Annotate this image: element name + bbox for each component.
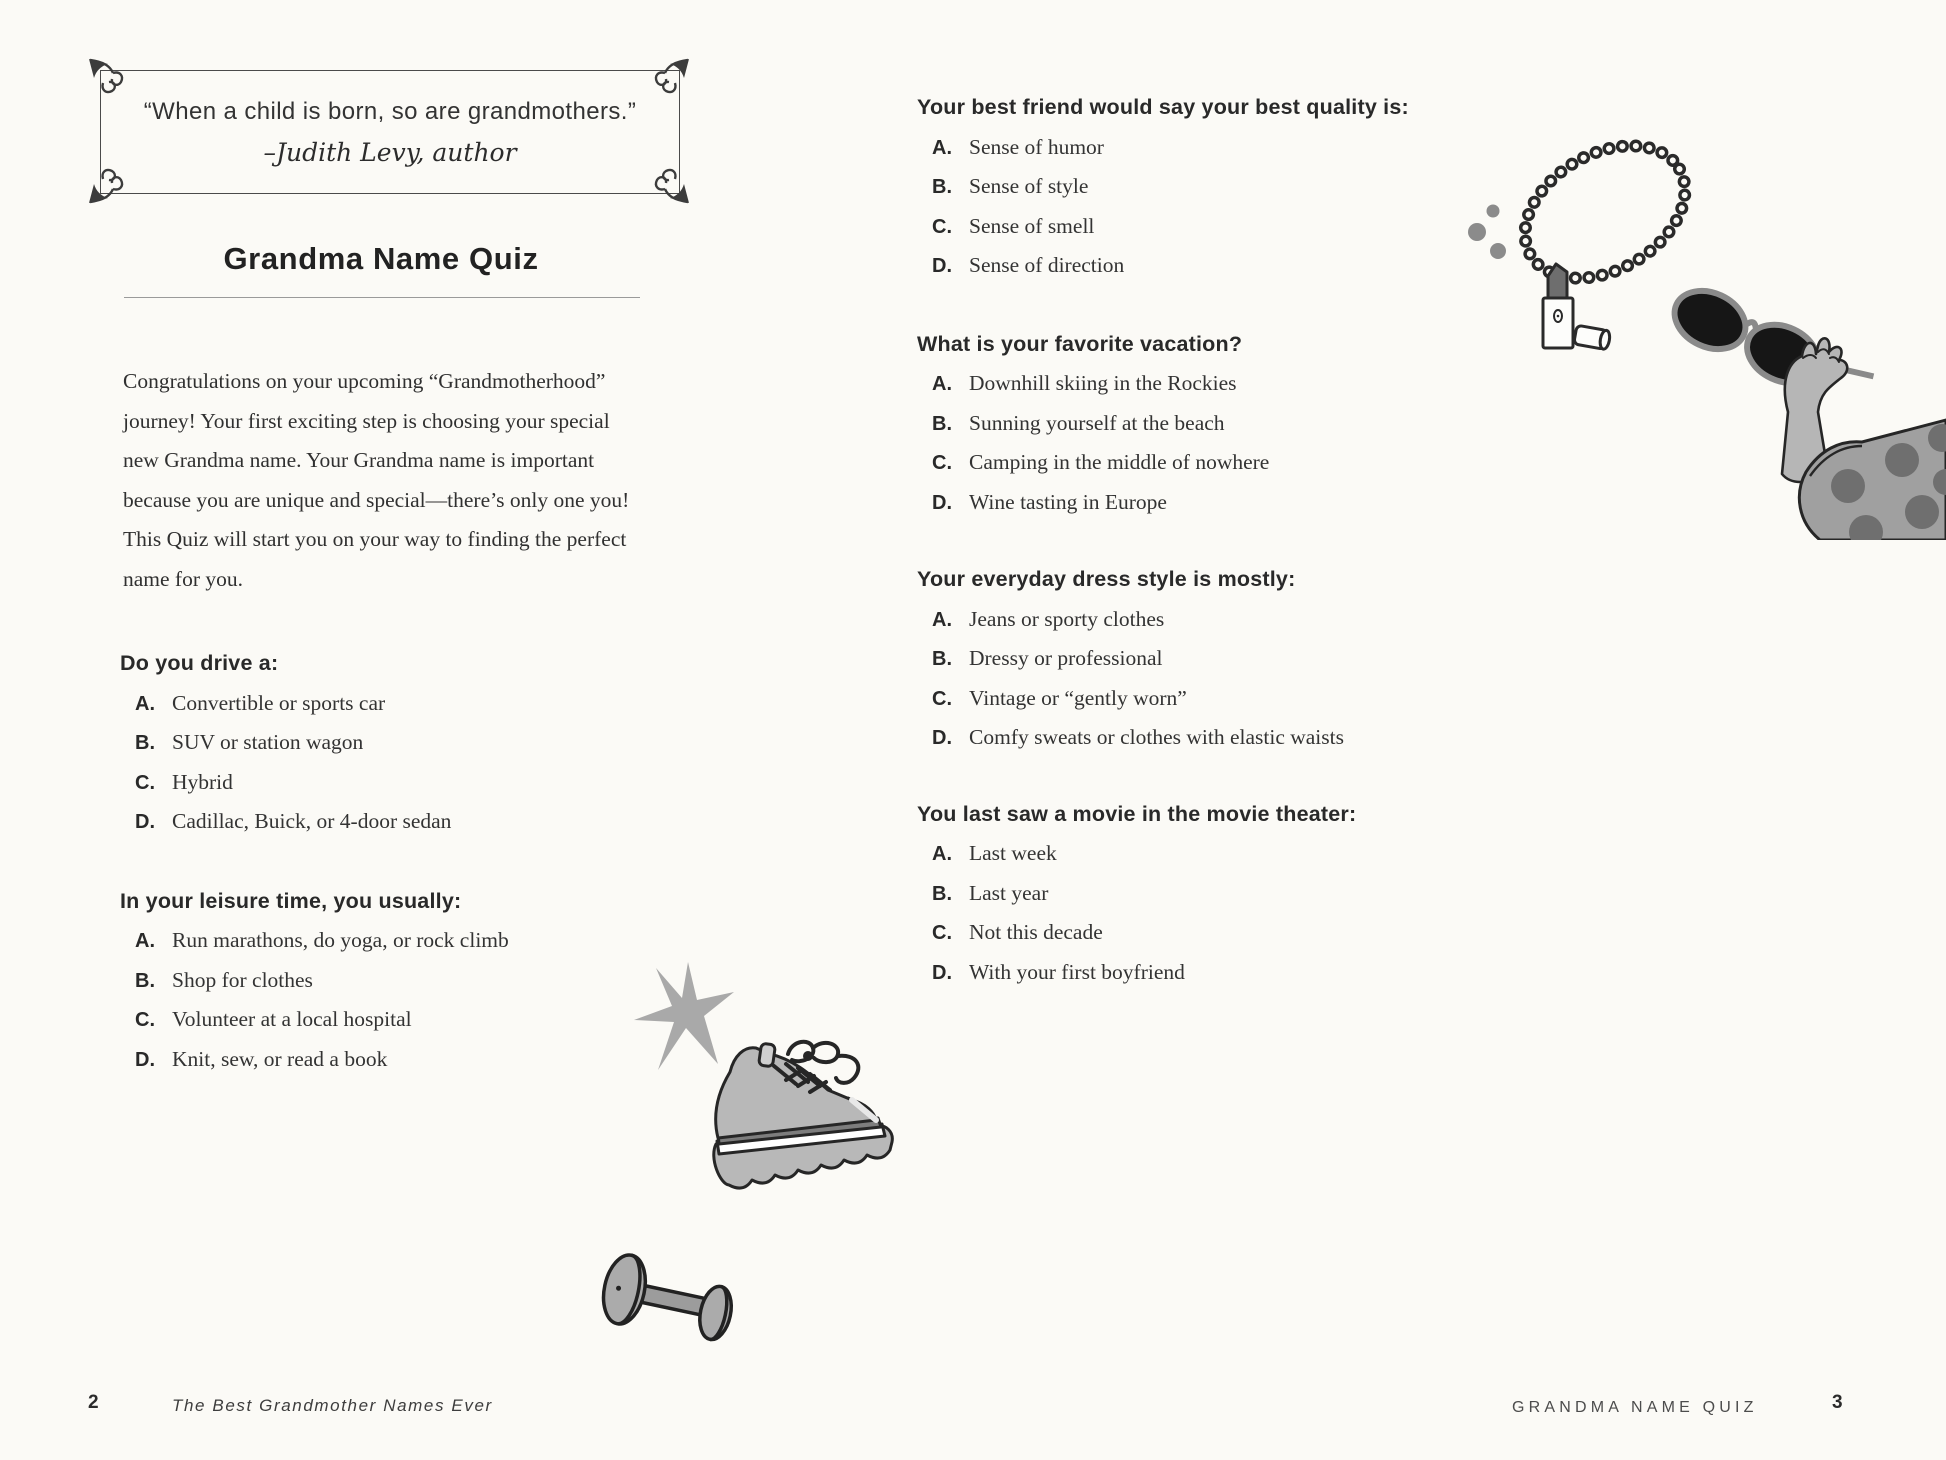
quiz-option	[917, 246, 1409, 286]
option-letter: C.	[932, 922, 952, 944]
lipstick-icon	[1540, 260, 1612, 354]
option-text: Cadillac, Buick, or 4-door sedan	[172, 809, 452, 833]
option-text: Jeans or sporty clothes	[969, 606, 1165, 631]
corner-flourish-icon	[86, 160, 132, 206]
option-text: Last week	[969, 841, 1057, 865]
page-number: 2	[88, 1392, 99, 1413]
quiz-option	[917, 483, 1409, 523]
quiz-option	[917, 167, 1409, 207]
option-text: Not this decade	[969, 920, 1103, 944]
quiz-option	[917, 639, 1409, 679]
option-letter: A.	[932, 843, 952, 865]
quiz-option	[120, 921, 509, 961]
intro-paragraph: Congratulations on your upcoming “Grandmotherhood” journey! Your first exciting step is choosing your special new Grandma name. Your Grandma name is important because you are unique and special—there’s only one you! This Quiz will start you on your way to finding the perfect name for you.	[123, 369, 630, 591]
corner-flourish-icon	[646, 160, 692, 206]
option-text: Sense of smell	[969, 213, 1095, 238]
corner-flourish-icon	[646, 56, 692, 102]
option-letter: A.	[932, 608, 952, 631]
option-letter: B.	[932, 648, 952, 670]
quiz-option	[917, 953, 1409, 993]
option-text: Dressy or professional	[969, 646, 1163, 670]
quote-box	[100, 70, 680, 194]
quiz-option	[120, 1000, 509, 1040]
option-letter: C.	[932, 452, 952, 474]
option-letter: D.	[135, 1048, 155, 1071]
left-question-column	[120, 644, 509, 1079]
quiz-option	[120, 763, 509, 803]
option-text: Vintage or “gently worn”	[969, 685, 1187, 710]
quiz-option	[917, 600, 1409, 640]
quiz-option	[917, 679, 1409, 719]
corner-flourish-icon	[86, 56, 132, 102]
option-text: Hybrid	[172, 769, 233, 794]
option-letter: B.	[932, 882, 952, 905]
book-title-running-footer: The Best Grandmother Names Ever	[172, 1396, 493, 1415]
option-text: Convertible or sports car	[172, 690, 386, 715]
quiz-option	[120, 1040, 509, 1080]
title-divider	[124, 297, 640, 298]
option-text: Sunning yourself at the beach	[969, 410, 1225, 435]
option-text: Last year	[969, 880, 1049, 905]
quote-text: “When a child is born, so are grandmothers.”	[143, 97, 637, 125]
cat-eye-sunglasses-icon	[1670, 280, 1877, 417]
quote-attribution: –Judith Levy, author	[263, 137, 517, 167]
question-label: In your leisure time, you usually:	[120, 888, 462, 913]
option-text: Sense of style	[969, 174, 1089, 198]
option-text: Wine tasting in Europe	[969, 489, 1167, 514]
quiz-option	[917, 834, 1409, 874]
quiz-option	[120, 961, 509, 1001]
option-letter: D.	[932, 961, 952, 984]
option-text: With your first boyfriend	[969, 959, 1185, 984]
option-text: Sense of humor	[969, 134, 1104, 159]
quiz-option	[120, 723, 509, 763]
quiz-option	[917, 443, 1409, 483]
option-letter: D.	[932, 727, 952, 749]
question-label: Your everyday dress style is mostly:	[917, 567, 1296, 591]
quiz-option	[120, 802, 509, 842]
option-text: Downhill skiing in the Rockies	[969, 371, 1237, 395]
dumbbell-icon	[585, 1245, 753, 1363]
page-number: 3	[1832, 1392, 1843, 1413]
option-letter: D.	[135, 811, 155, 833]
quiz-option	[917, 128, 1409, 168]
quiz-option	[917, 718, 1409, 758]
option-letter: C.	[135, 1009, 155, 1031]
option-text: Run marathons, do yoga, or rock climb	[172, 928, 509, 952]
option-text: Knit, sew, or read a book	[172, 1046, 388, 1071]
question-label: What is your favorite vacation?	[917, 331, 1243, 356]
hand-with-sunglasses-illustration	[1670, 260, 1946, 540]
option-text: Comfy sweats or clothes with elastic waists	[969, 725, 1344, 749]
option-letter: C.	[932, 215, 952, 238]
quiz-option	[917, 874, 1409, 914]
option-letter: B.	[135, 732, 155, 754]
quiz-option	[917, 913, 1409, 953]
option-letter: A.	[932, 373, 952, 395]
question-label: Do you drive a:	[120, 651, 279, 675]
quiz-option	[120, 684, 509, 724]
option-letter: A.	[135, 692, 155, 715]
quiz-option	[917, 364, 1409, 404]
question-label: Your best friend would say your best quality is:	[917, 95, 1409, 119]
quiz-option	[917, 207, 1409, 247]
option-letter: C.	[932, 687, 952, 710]
option-text: Shop for clothes	[172, 967, 313, 992]
right-question-column	[917, 88, 1409, 992]
option-letter: B.	[135, 969, 155, 992]
option-text: Camping in the middle of nowhere	[969, 450, 1270, 474]
running-head: GRANDMA NAME QUIZ	[1512, 1399, 1758, 1416]
option-letter: B.	[932, 176, 952, 198]
option-text: Volunteer at a local hospital	[172, 1007, 412, 1031]
quiz-option	[917, 404, 1409, 444]
option-text: SUV or station wagon	[172, 730, 364, 754]
hiking-boot-icon	[700, 1038, 896, 1196]
option-letter: A.	[135, 930, 155, 952]
option-letter: C.	[135, 771, 155, 794]
option-letter: B.	[932, 412, 952, 435]
option-letter: D.	[932, 255, 952, 277]
option-text: Sense of direction	[969, 253, 1125, 277]
page-title: Grandma Name Quiz	[223, 241, 539, 276]
question-label: You last saw a movie in the movie theater:	[917, 801, 1357, 826]
option-letter: D.	[932, 491, 952, 514]
option-letter: A.	[932, 136, 952, 159]
